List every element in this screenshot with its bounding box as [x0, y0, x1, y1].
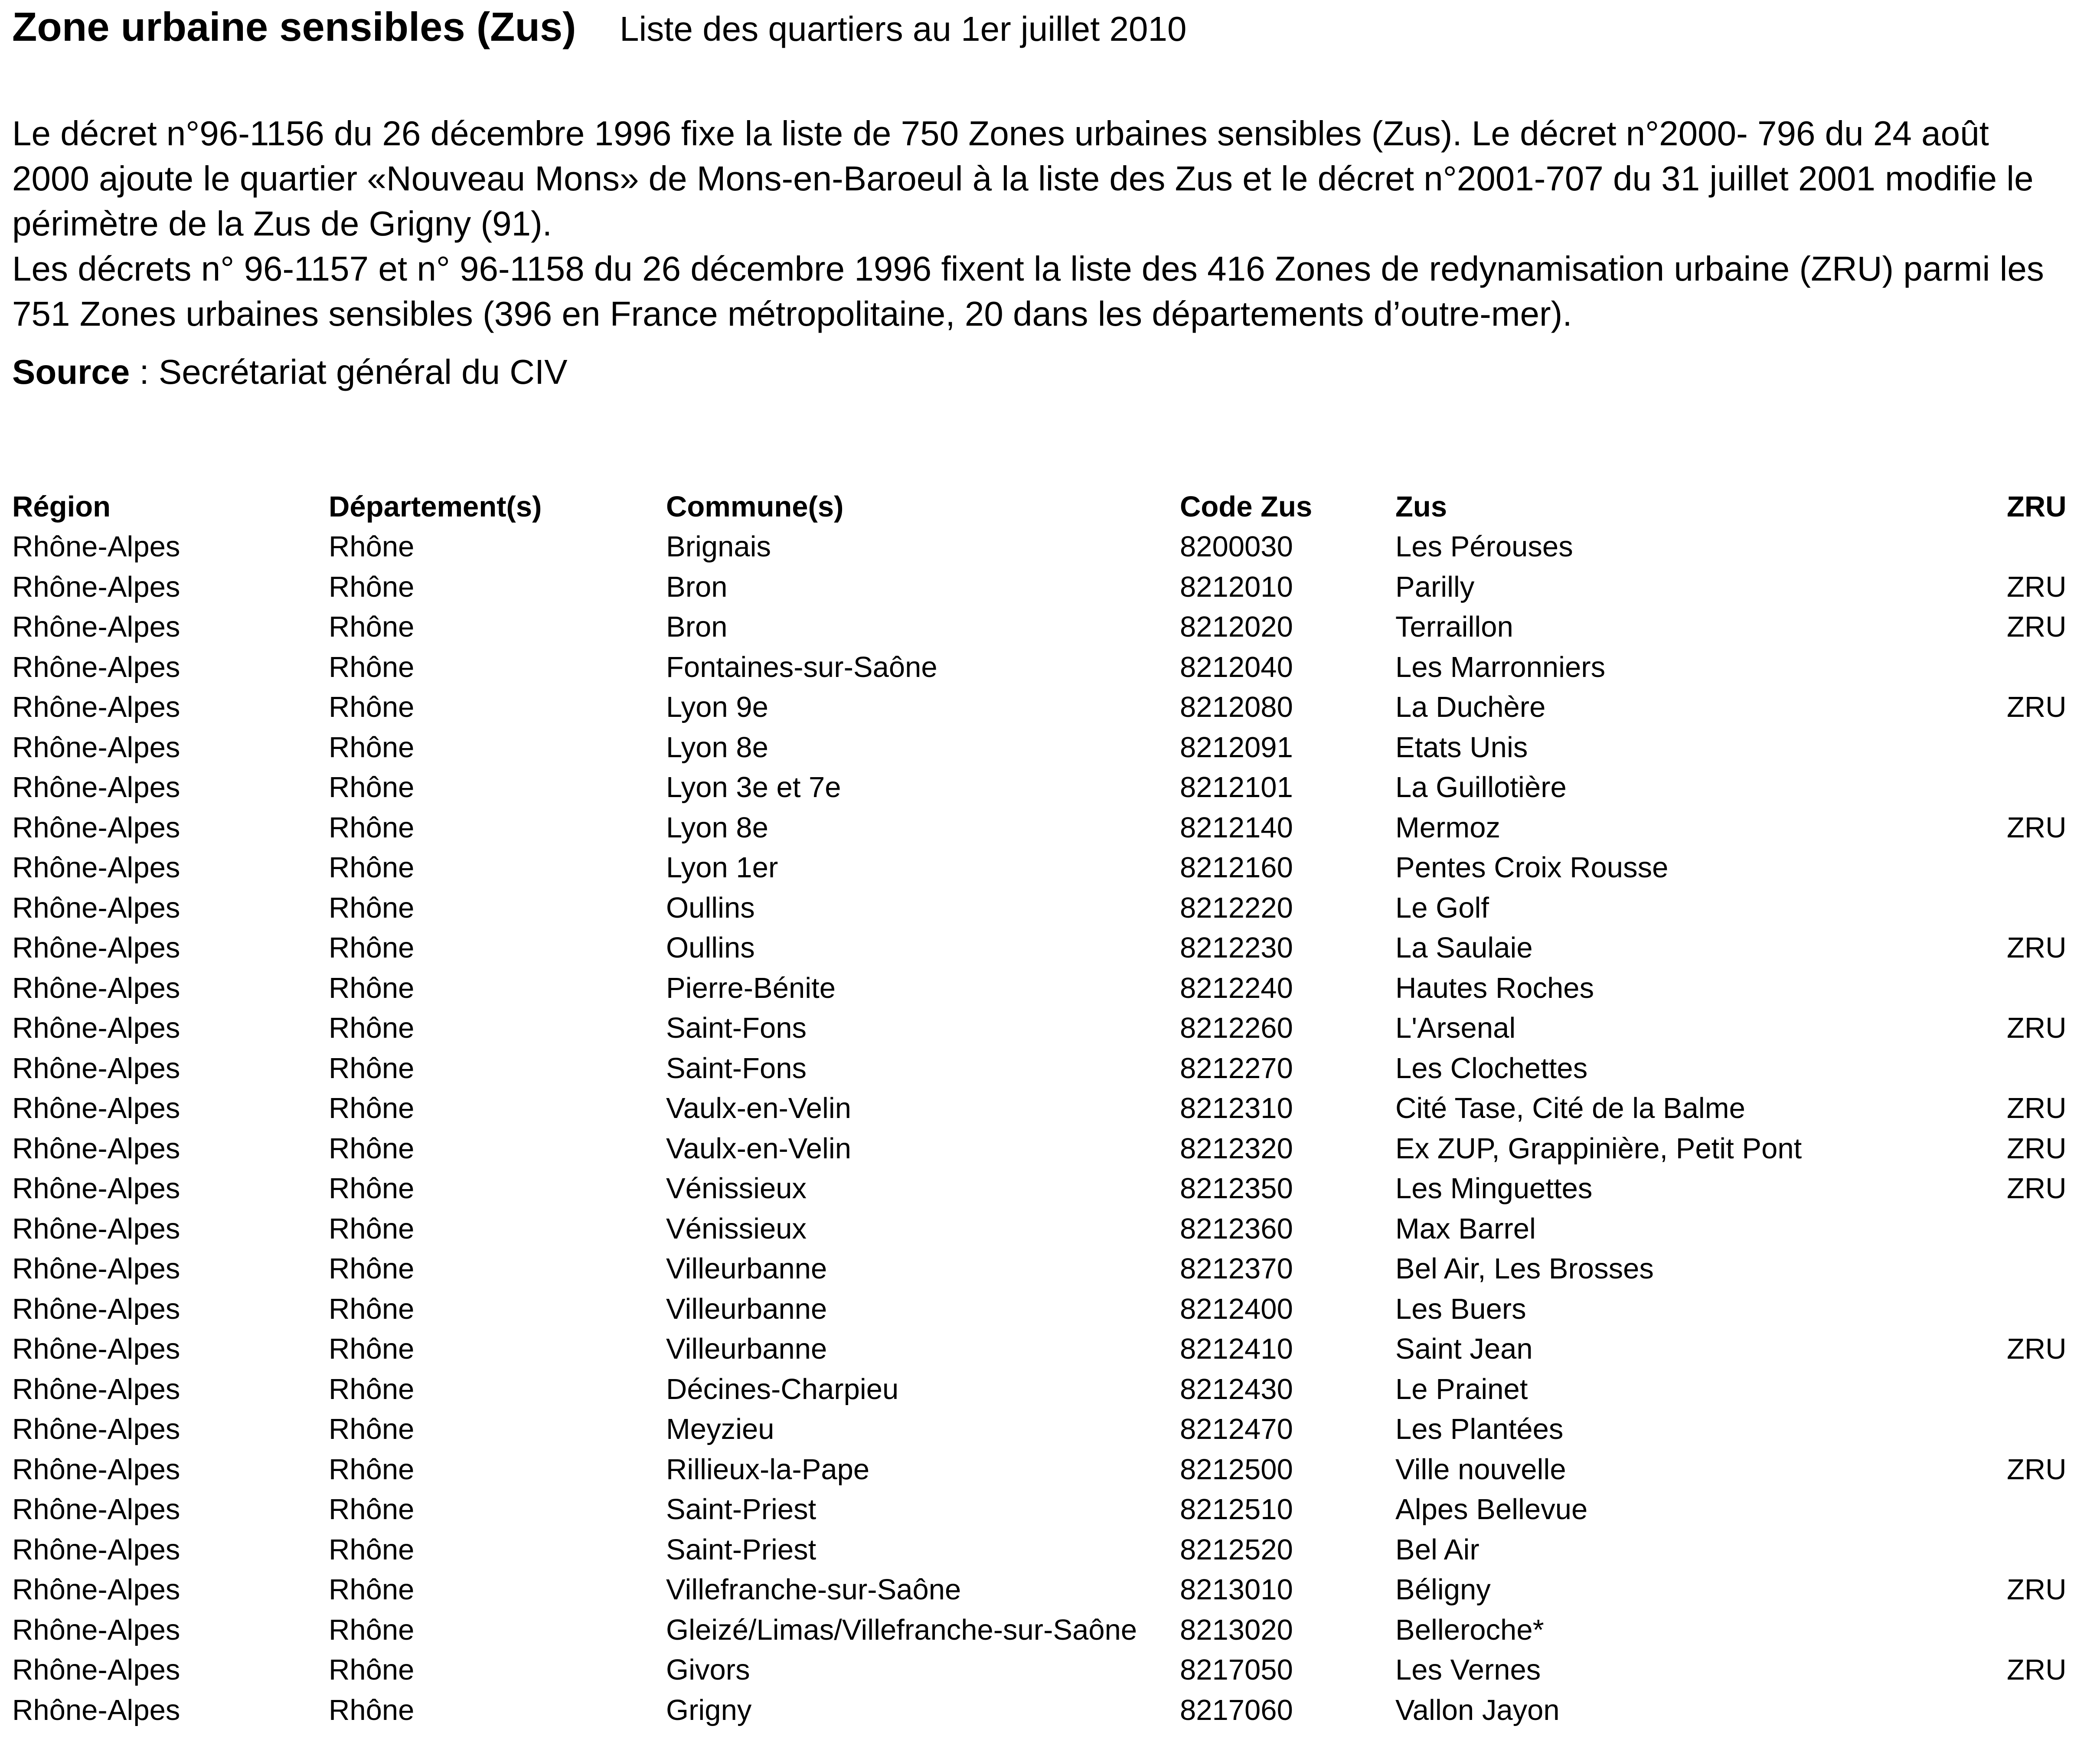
cell-departement: Rhône	[329, 1012, 415, 1045]
cell-region: Rhône-Alpes	[12, 691, 180, 724]
cell-zus: Les Buers	[1395, 1292, 1526, 1325]
table-row	[12, 928, 2072, 968]
cell-region: Rhône-Alpes	[12, 1613, 180, 1646]
cell-zru: ZRU	[2007, 570, 2067, 603]
cell-zus: Vallon Jayon	[1395, 1693, 1560, 1726]
cell-code-zus: 8212160	[1180, 851, 1293, 884]
cell-code-zus: 8212230	[1180, 932, 1293, 964]
cell-zus: Terraillon	[1395, 611, 1513, 644]
cell-code-zus: 8213020	[1180, 1613, 1293, 1646]
cell-zru	[2007, 1409, 2072, 1450]
cell-zus: L'Arsenal	[1395, 1012, 1516, 1045]
cell-commune: Oullins	[666, 932, 755, 964]
cell-departement: Rhône	[329, 650, 415, 683]
cell-commune: Brignais	[666, 530, 771, 563]
cell-code-zus: 8212510	[1180, 1493, 1293, 1526]
cell-region: Rhône-Alpes	[12, 851, 180, 884]
cell-zru: ZRU	[2007, 1132, 2067, 1165]
column-header-zus: Zus	[1395, 490, 1447, 523]
cell-departement: Rhône	[329, 1453, 415, 1486]
zus-table	[12, 487, 2072, 1730]
table-row	[12, 1369, 2072, 1409]
cell-code-zus: 8217050	[1180, 1654, 1293, 1687]
table-row	[12, 647, 2072, 687]
cell-commune: Saint-Fons	[666, 1012, 807, 1045]
cell-region: Rhône-Alpes	[12, 1092, 180, 1125]
cell-zus: Cité Tase, Cité de la Balme	[1395, 1092, 1745, 1125]
cell-commune: Vaulx-en-Velin	[666, 1132, 852, 1165]
cell-zus: Les Marronniers	[1395, 650, 1606, 683]
table-row	[12, 1530, 2072, 1570]
cell-departement: Rhône	[329, 1252, 415, 1285]
page-subtitle: Liste des quartiers au 1er juillet 2010	[620, 10, 1187, 48]
cell-region: Rhône-Alpes	[12, 1172, 180, 1205]
table-row	[12, 687, 2072, 728]
cell-commune: Lyon 1er	[666, 851, 778, 884]
cell-region: Rhône-Alpes	[12, 1533, 180, 1566]
cell-zus: Hautes Roches	[1395, 971, 1594, 1004]
cell-code-zus: 8212040	[1180, 650, 1293, 683]
cell-departement: Rhône	[329, 1654, 415, 1687]
cell-zru	[2007, 1249, 2072, 1289]
cell-zus: Les Minguettes	[1395, 1172, 1593, 1205]
cell-zus: Les Pérouses	[1395, 530, 1573, 563]
cell-departement: Rhône	[329, 691, 415, 724]
cell-zus: Saint Jean	[1395, 1333, 1533, 1366]
cell-commune: Oullins	[666, 891, 755, 924]
cell-zus: Ville nouvelle	[1395, 1453, 1566, 1486]
table-row	[12, 1209, 2072, 1249]
cell-commune: Saint-Priest	[666, 1493, 816, 1526]
intro-paragraph: Le décret n°96-1156 du 26 décembre 1996 fixe la liste de 750 Zones urbaines sensibles (Zus). Le décret n°2000- 796 du 24 août 2000 ajoute le quartier «Nouveau Mons» de Mons-en-Baroeul à la liste des Zus et le décret n°2001-707 du 31 juillet 2001 modifie le périmètre de la Zus de Grigny (91).	[12, 114, 2034, 243]
cell-departement: Rhône	[329, 851, 415, 884]
cell-zru: ZRU	[2007, 691, 2067, 724]
cell-commune: Saint-Priest	[666, 1533, 816, 1566]
table-row	[12, 1289, 2072, 1329]
source-text: Secrétariat général du CIV	[158, 353, 568, 391]
cell-zru	[2007, 727, 2072, 768]
cell-departement: Rhône	[329, 1292, 415, 1325]
cell-zru: ZRU	[2007, 1654, 2067, 1687]
cell-zru: ZRU	[2007, 932, 2067, 964]
cell-departement: Rhône	[329, 1573, 415, 1606]
cell-region: Rhône-Alpes	[12, 611, 180, 644]
cell-commune: Lyon 3e et 7e	[666, 771, 841, 804]
table-row	[12, 607, 2072, 647]
cell-commune: Vénissieux	[666, 1212, 807, 1245]
table-row	[12, 1089, 2072, 1129]
cell-zru	[2007, 968, 2072, 1008]
table-row	[12, 1449, 2072, 1490]
cell-region: Rhône-Alpes	[12, 1493, 180, 1526]
cell-zru	[2007, 888, 2072, 928]
cell-zus: Le Golf	[1395, 891, 1489, 924]
title-row	[12, 3, 1187, 50]
cell-code-zus: 8217060	[1180, 1693, 1293, 1726]
cell-commune: Saint-Fons	[666, 1052, 807, 1085]
cell-region: Rhône-Alpes	[12, 771, 180, 804]
cell-zus: Pentes Croix Rousse	[1395, 851, 1669, 884]
cell-code-zus: 8212500	[1180, 1453, 1293, 1486]
table-row	[12, 1650, 2072, 1690]
cell-region: Rhône-Alpes	[12, 530, 180, 563]
cell-code-zus: 8212270	[1180, 1052, 1293, 1085]
cell-code-zus: 8212360	[1180, 1212, 1293, 1245]
cell-zus: La Saulaie	[1395, 932, 1533, 964]
cell-code-zus: 8212430	[1180, 1373, 1293, 1406]
intro-paragraph: Les décrets n° 96-1157 et n° 96-1158 du 26 décembre 1996 fixent la liste des 416 Zones de redynamisation urbaine (ZRU) parmi les 751 Zones urbaines sensibles (396 en France métropolitaine, 20 dans les départements d’outre-mer).	[12, 249, 2044, 333]
cell-code-zus: 8212020	[1180, 611, 1293, 644]
cell-commune: Vaulx-en-Velin	[666, 1092, 852, 1125]
cell-zru	[2007, 1209, 2072, 1249]
table-row	[12, 727, 2072, 768]
table-row	[12, 888, 2072, 928]
cell-zus: Belleroche*	[1395, 1613, 1544, 1646]
cell-departement: Rhône	[329, 1333, 415, 1366]
table-header	[12, 487, 2072, 527]
column-header-departement: Département(s)	[329, 490, 542, 523]
cell-commune: Grigny	[666, 1693, 752, 1726]
cell-region: Rhône-Alpes	[12, 650, 180, 683]
cell-zru: ZRU	[2007, 611, 2067, 644]
cell-code-zus: 8212470	[1180, 1413, 1293, 1446]
cell-departement: Rhône	[329, 891, 415, 924]
cell-code-zus: 8212370	[1180, 1252, 1293, 1285]
cell-departement: Rhône	[329, 530, 415, 563]
cell-departement: Rhône	[329, 971, 415, 1004]
source-separator: :	[130, 353, 159, 391]
cell-code-zus: 8212091	[1180, 731, 1293, 764]
cell-code-zus: 8200030	[1180, 530, 1293, 563]
cell-zus: Les Vernes	[1395, 1654, 1541, 1687]
source-line	[12, 352, 568, 392]
cell-zus: Béligny	[1395, 1573, 1491, 1606]
cell-departement: Rhône	[329, 771, 415, 804]
cell-region: Rhône-Alpes	[12, 971, 180, 1004]
table-header-row	[12, 487, 2072, 527]
table-row	[12, 1690, 2072, 1730]
cell-departement: Rhône	[329, 731, 415, 764]
cell-commune: Meyzieu	[666, 1413, 774, 1446]
table-row	[12, 1169, 2072, 1209]
cell-commune: Lyon 8e	[666, 811, 768, 844]
cell-commune: Lyon 8e	[666, 731, 768, 764]
cell-code-zus: 8212240	[1180, 971, 1293, 1004]
cell-zus: Mermoz	[1395, 811, 1500, 844]
cell-code-zus: 8212220	[1180, 891, 1293, 924]
cell-departement: Rhône	[329, 1413, 415, 1446]
cell-zus: Le Prainet	[1395, 1373, 1528, 1406]
cell-departement: Rhône	[329, 1132, 415, 1165]
column-header-zru: ZRU	[2007, 490, 2067, 523]
column-header-code-zus: Code Zus	[1180, 490, 1313, 523]
cell-zus: Les Plantées	[1395, 1413, 1564, 1446]
cell-commune: Villefranche-sur-Saône	[666, 1573, 961, 1606]
cell-commune: Villeurbanne	[666, 1292, 827, 1325]
cell-departement: Rhône	[329, 811, 415, 844]
cell-region: Rhône-Alpes	[12, 811, 180, 844]
cell-zru: ZRU	[2007, 1172, 2067, 1205]
cell-commune: Décines-Charpieu	[666, 1373, 899, 1406]
table-row	[12, 1610, 2072, 1650]
column-header-region: Région	[12, 490, 111, 523]
cell-commune: Vénissieux	[666, 1172, 807, 1205]
cell-code-zus: 8212520	[1180, 1533, 1293, 1566]
cell-zru: ZRU	[2007, 1573, 2067, 1606]
cell-zus: Max Barrel	[1395, 1212, 1536, 1245]
cell-region: Rhône-Alpes	[12, 1333, 180, 1366]
cell-commune: Villeurbanne	[666, 1333, 827, 1366]
source-label: Source	[12, 353, 130, 391]
cell-departement: Rhône	[329, 1493, 415, 1526]
cell-departement: Rhône	[329, 1693, 415, 1726]
cell-region: Rhône-Alpes	[12, 731, 180, 764]
cell-region: Rhône-Alpes	[12, 1654, 180, 1687]
cell-commune: Villeurbanne	[666, 1252, 827, 1285]
cell-code-zus: 8212101	[1180, 771, 1293, 804]
cell-zru	[2007, 527, 2072, 567]
cell-commune: Rillieux-la-Pape	[666, 1453, 870, 1486]
cell-region: Rhône-Alpes	[12, 1052, 180, 1085]
cell-zru: ZRU	[2007, 811, 2067, 844]
cell-code-zus: 8213010	[1180, 1573, 1293, 1606]
table-row	[12, 1249, 2072, 1289]
cell-commune: Fontaines-sur-Saône	[666, 650, 937, 683]
cell-region: Rhône-Alpes	[12, 1212, 180, 1245]
cell-zru	[2007, 1369, 2072, 1409]
table-row	[12, 1008, 2072, 1049]
cell-departement: Rhône	[329, 1052, 415, 1085]
table-row	[12, 1409, 2072, 1450]
table-row	[12, 527, 2072, 567]
cell-code-zus: 8212310	[1180, 1092, 1293, 1125]
table-row	[12, 1048, 2072, 1089]
cell-zru	[2007, 768, 2072, 808]
table-row	[12, 1570, 2072, 1610]
cell-zus: Alpes Bellevue	[1395, 1493, 1588, 1526]
cell-zru	[2007, 1289, 2072, 1329]
cell-code-zus: 8212350	[1180, 1172, 1293, 1205]
cell-code-zus: 8212260	[1180, 1012, 1293, 1045]
cell-commune: Pierre-Bénite	[666, 971, 836, 1004]
cell-region: Rhône-Alpes	[12, 1573, 180, 1606]
cell-departement: Rhône	[329, 1373, 415, 1406]
cell-region: Rhône-Alpes	[12, 570, 180, 603]
cell-zru	[2007, 1490, 2072, 1530]
table-row	[12, 1490, 2072, 1530]
cell-departement: Rhône	[329, 611, 415, 644]
cell-commune: Lyon 9e	[666, 691, 768, 724]
table-row	[12, 1329, 2072, 1370]
cell-zru	[2007, 1048, 2072, 1089]
cell-zru	[2007, 1610, 2072, 1650]
cell-region: Rhône-Alpes	[12, 1413, 180, 1446]
cell-departement: Rhône	[329, 570, 415, 603]
cell-code-zus: 8212010	[1180, 570, 1293, 603]
cell-region: Rhône-Alpes	[12, 1132, 180, 1165]
cell-zus: Ex ZUP, Grappinière, Petit Pont	[1395, 1132, 1802, 1165]
cell-code-zus: 8212140	[1180, 811, 1293, 844]
cell-code-zus: 8212400	[1180, 1292, 1293, 1325]
cell-region: Rhône-Alpes	[12, 932, 180, 964]
cell-zus: Parilly	[1395, 570, 1475, 603]
table-row	[12, 1128, 2072, 1169]
cell-region: Rhône-Alpes	[12, 1012, 180, 1045]
table-body	[12, 527, 2072, 1730]
cell-zru	[2007, 647, 2072, 687]
cell-region: Rhône-Alpes	[12, 891, 180, 924]
cell-region: Rhône-Alpes	[12, 1252, 180, 1285]
cell-departement: Rhône	[329, 1172, 415, 1205]
cell-code-zus: 8212080	[1180, 691, 1293, 724]
cell-zus: Les Clochettes	[1395, 1052, 1588, 1085]
cell-commune: Bron	[666, 570, 728, 603]
table-row	[12, 807, 2072, 848]
cell-zru: ZRU	[2007, 1012, 2067, 1045]
cell-zru: ZRU	[2007, 1092, 2067, 1125]
cell-departement: Rhône	[329, 1533, 415, 1566]
cell-region: Rhône-Alpes	[12, 1292, 180, 1325]
cell-commune: Givors	[666, 1654, 750, 1687]
cell-departement: Rhône	[329, 1212, 415, 1245]
cell-region: Rhône-Alpes	[12, 1373, 180, 1406]
cell-zus: Bel Air	[1395, 1533, 1479, 1566]
cell-region: Rhône-Alpes	[12, 1693, 180, 1726]
cell-zru	[2007, 848, 2072, 888]
table-row	[12, 848, 2072, 888]
cell-zus: La Guillotière	[1395, 771, 1567, 804]
table-row	[12, 968, 2072, 1008]
intro-text	[12, 111, 2050, 337]
table-row	[12, 768, 2072, 808]
table-row	[12, 567, 2072, 607]
cell-code-zus: 8212320	[1180, 1132, 1293, 1165]
cell-departement: Rhône	[329, 1092, 415, 1125]
column-header-commune: Commune(s)	[666, 490, 844, 523]
cell-departement: Rhône	[329, 1613, 415, 1646]
page-title: Zone urbaine sensibles (Zus)	[12, 4, 576, 49]
cell-code-zus: 8212410	[1180, 1333, 1293, 1366]
cell-commune: Gleizé/Limas/Villefranche-sur-Saône	[666, 1613, 1137, 1646]
cell-zru	[2007, 1530, 2072, 1570]
cell-zus: La Duchère	[1395, 691, 1546, 724]
cell-commune: Bron	[666, 611, 728, 644]
cell-zru: ZRU	[2007, 1333, 2067, 1366]
cell-departement: Rhône	[329, 932, 415, 964]
cell-zus: Bel Air, Les Brosses	[1395, 1252, 1654, 1285]
cell-zus: Etats Unis	[1395, 731, 1528, 764]
cell-region: Rhône-Alpes	[12, 1453, 180, 1486]
cell-zru: ZRU	[2007, 1453, 2067, 1486]
cell-zru	[2007, 1690, 2072, 1730]
